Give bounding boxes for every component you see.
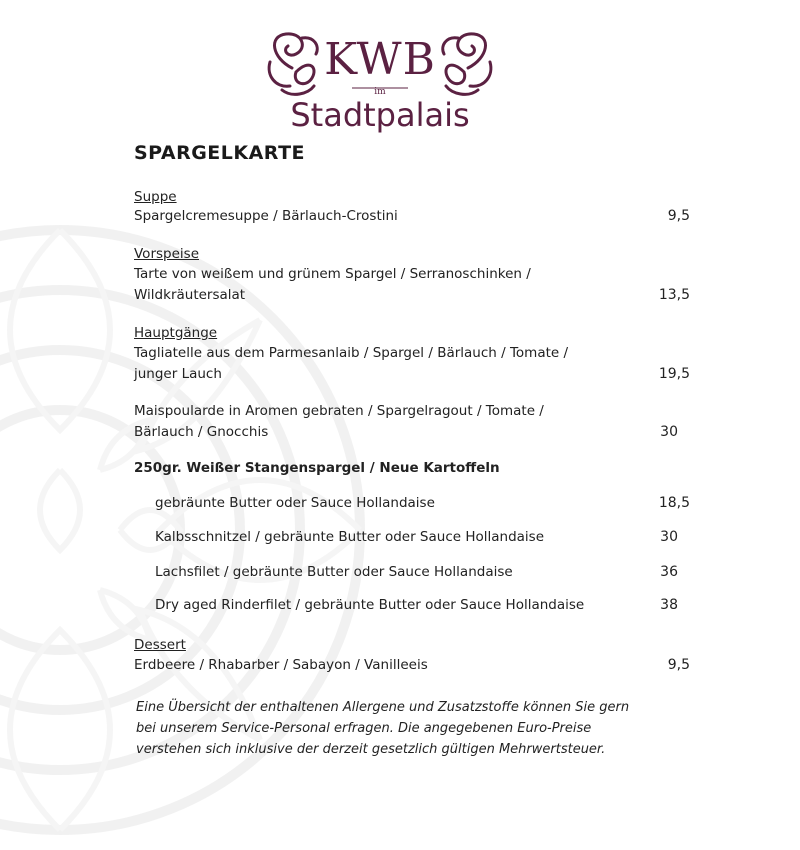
menu-item-price: 9,5: [667, 208, 690, 224]
menu-item-price: 30: [660, 424, 678, 440]
logo-connector: im: [374, 87, 386, 97]
section-heading-hauptgaenge: Hauptgänge: [134, 325, 218, 341]
menu-item-price: 19,5: [658, 366, 690, 382]
logo-brand: KWB: [324, 34, 436, 85]
spargel-option-price: 36: [660, 564, 678, 580]
menu-item-text: Bärlauch / Gnocchis: [134, 424, 269, 440]
menu-item-text: Erdbeere / Rhabarber / Sabayon / Vanilleeis: [134, 657, 428, 673]
section-heading-suppe: Suppe: [134, 189, 177, 205]
menu-item-text: Tagliatelle aus dem Parmesanlaib / Spargel / Bärlauch / Tomate /: [134, 345, 569, 361]
section-heading-vorspeise: Vorspeise: [134, 246, 199, 262]
spargel-title: 250gr. Weißer Stangenspargel / Neue Kartoffeln: [134, 460, 500, 476]
menu-item-text: junger Lauch: [134, 366, 222, 382]
spargel-option-price: 18,5: [658, 495, 690, 511]
menu-title: SPARGELKARTE: [134, 142, 306, 164]
spargel-option: gebräunte Butter oder Sauce Hollandaise: [155, 495, 435, 511]
note-line: bei unserem Service-Personal erfragen. Die angegebenen Euro-Preise: [136, 721, 592, 736]
menu-item-text: Spargelcremesuppe / Bärlauch-Crostini: [134, 208, 398, 224]
spargel-option-price: 30: [660, 529, 678, 545]
menu-item-text: Tarte von weißem und grünem Spargel / Serranoschinken /: [134, 266, 531, 282]
allergen-note: [136, 697, 706, 760]
spargel-option: Kalbsschnitzel / gebräunte Butter oder Sauce Hollandaise: [155, 529, 545, 545]
section-heading-dessert: Dessert: [134, 637, 186, 653]
spargel-option: Dry aged Rinderfilet / gebräunte Butter oder Sauce Hollandaise: [155, 597, 585, 613]
menu-item-text: Maispoularde in Aromen gebraten / Spargelragout / Tomate /: [134, 403, 544, 419]
spargel-option-price: 38: [660, 597, 678, 613]
note-line: verstehen sich inklusive der derzeit gesetzlich gültigen Mehrwertsteuer.: [136, 742, 606, 757]
note-line: Eine Übersicht der enthaltenen Allergene und Zusatzstoffe können Sie gern: [136, 700, 630, 715]
logo-place: Stadtpalais: [290, 96, 470, 134]
menu-item-text: Wildkräutersalat: [134, 287, 246, 303]
spargel-option: Lachsfilet / gebräunte Butter oder Sauce Hollandaise: [155, 564, 513, 580]
menu-item-price: 9,5: [667, 657, 690, 673]
menu-item-price: 13,5: [658, 287, 690, 303]
